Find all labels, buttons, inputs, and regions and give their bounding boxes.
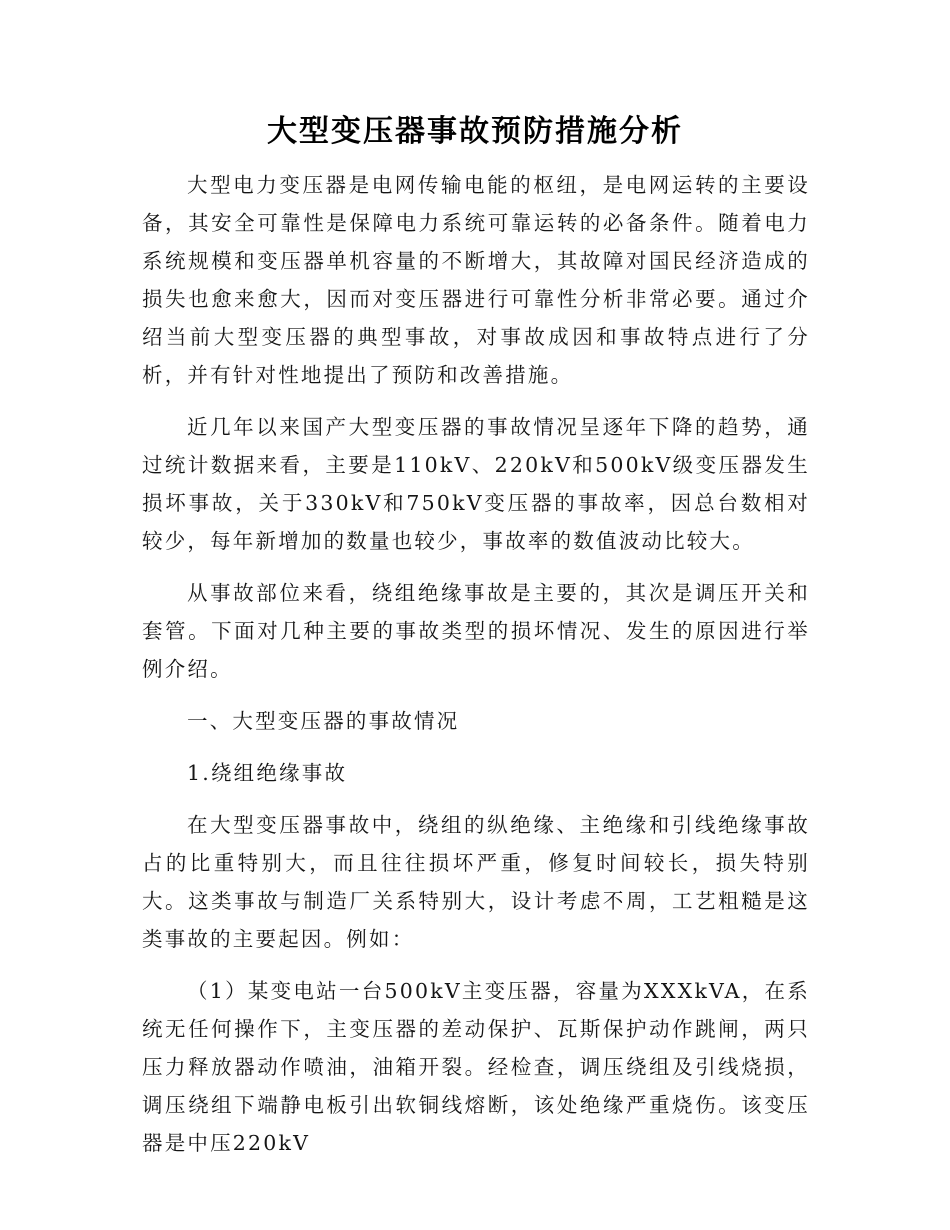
subsection-heading: 1.绕组绝缘事故 (187, 761, 348, 785)
paragraph-statistics: 近几年以来国产大型变压器的事故情况呈逐年下降的趋势，通过统计数据来看，主要是110kV、220kV和500kV级变压器发生损坏事故，关于330kV和750kV变压器的事故率，因总台数相对较少，每年新增加的数量也较少，事故率的数值波动比较大。 (142, 415, 810, 553)
paragraph-winding-insulation: 在大型变压器事故中，绕组的纵绝缘、主绝缘和引线绝缘事故占的比重特别大，而且往往损坏严重，修复时间较长，损失特别大。这类事故与制造厂关系特别大，设计考虑不周，工艺粗糙是这类事故的主要起因。例如： (142, 813, 810, 951)
paragraph-example-1: （1）某变电站一台500kV主变压器，容量为XXXkVA，在系统无任何操作下，主变压器的差动保护、瓦斯保护动作跳闸，两只压力释放器动作喷油，油箱开裂。经检查，调压绕组及引线烧损，调压绕组下端静电板引出软铜线熔断，该处绝缘严重烧伤。该变压器是中压220kV (142, 979, 810, 1155)
paragraph-fault-location: 从事故部位来看，绕组绝缘事故是主要的，其次是调压开关和套管。下面对几种主要的事故类型的损坏情况、发生的原因进行举例介绍。 (142, 581, 810, 681)
section-heading: 一、大型变压器的事故情况 (187, 709, 460, 733)
document-body (142, 166, 810, 1176)
paragraph-intro: 大型电力变压器是电网传输电能的枢纽，是电网运转的主要设备，其安全可靠性是保障电力系统可靠运转的必备条件。随着电力系统规模和变压器单机容量的不断增大，其故障对国民经济造成的损失也愈来愈大，因而对变压器进行可靠性分析非常必要。通过介绍当前大型变压器的典型事故，对事故成因和事故特点进行了分析，并有针对性地提出了预防和改善措施。 (142, 173, 810, 387)
document-title: 大型变压器事故预防措施分析 (267, 114, 683, 149)
